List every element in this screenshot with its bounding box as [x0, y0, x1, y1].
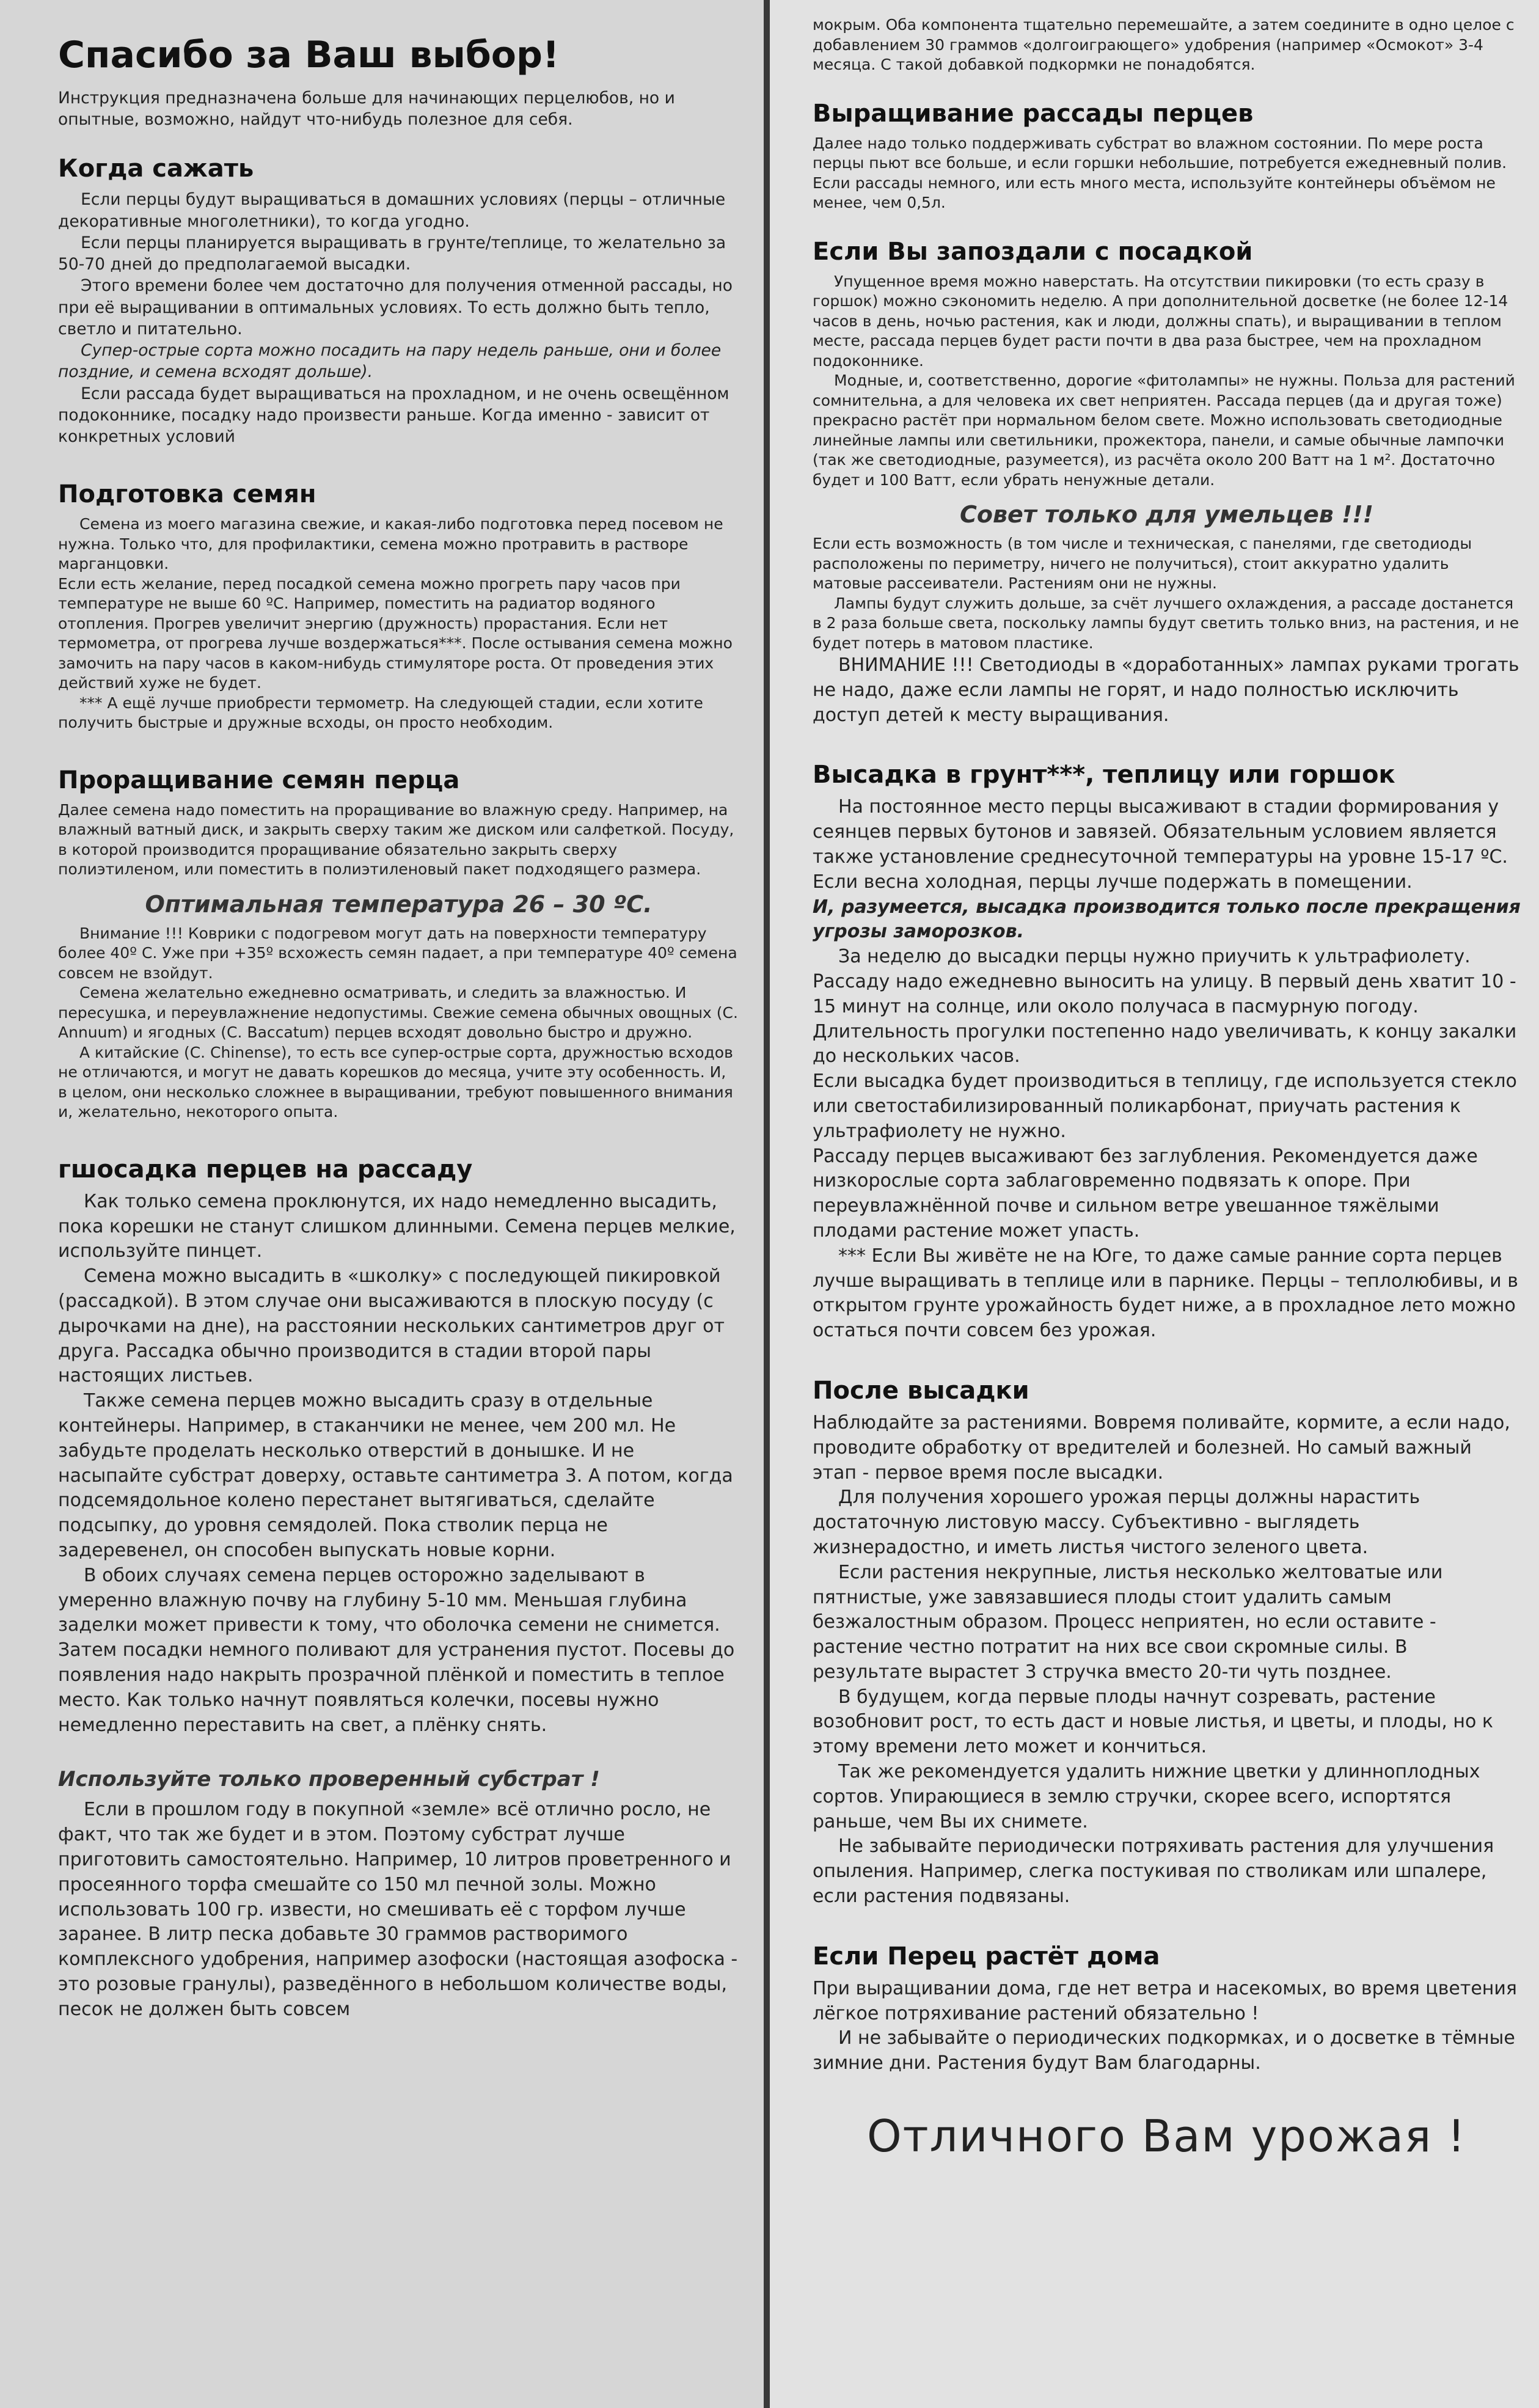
paragraph: Этого времени более чем достаточно для получения отменной рассады, но при её выращивании в оптимальных условиях. То есть должно быть тепло, светло и питательно.	[58, 276, 733, 339]
paragraph: *** Если Вы живёте не на Юге, то даже самые ранние сорта перцев лучше выращивать в теплице или в парнике. Перцы – теплолюбивы, и в открытом грунте урожайность будет ниже, а в прохладное лето можно остаться почти совсем без урожая.	[813, 1245, 1518, 1342]
paragraph: Лампы будут служить дольше, за счёт лучшего охлаждения, а рассаде достанется в 2 раза больше света, поскольку лампы будут светить только вниз, на растения, и не будет потерь в матовом пластике.	[813, 594, 1519, 652]
paragraph: Внимание !!! Коврики с подогревом могут дать на поверхности температуру более 40º С. Уже при +35º всхожесть семян падает, а при температуре 40º семена совсем не взойдут.	[58, 924, 737, 982]
paragraph: Семена из моего магазина свежие, и какая-либо подготовка перед посевом не нужна. Только что, для профилактики, семена можно протравить в растворе марганцовки.	[58, 515, 723, 573]
section-title-seed-prep: Подготовка семян	[58, 480, 316, 509]
paragraph: На постоянное место перцы высаживают в стадии формирования у сеянцев первых бутонов и завязей. Обязательным условием является также установление среднесуточной температуры на уровне 15-17 ºС. Если весна холодная, перцы лучше подержать в помещении.	[813, 796, 1508, 893]
section-title-after-planting: После высадки	[813, 1376, 1029, 1405]
paragraph: Семена можно высадить в «школку» с последующей пикировкой (рассадкой). В этом случае они высаживаются в плоскую посуду (с дырочками на дне), на расстоянии нескольких сантиметров друг от друга. Рассадка обычно производится в стадии второй пары настоящих листьев.	[58, 1265, 725, 1387]
paragraph: мокрым. Оба компонента тщательно перемешайте, а затем соедините в одно целое с добавлением 30 граммов «долгоиграющего» удобрения (например «Осмокот» 3-4 месяца. С такой добавкой подкормки не понадобятся.	[813, 16, 1515, 73]
section-title-late: Если Вы запоздали с посадкой	[813, 237, 1253, 266]
left-sheet	[0, 0, 764, 2408]
paragraph: Также семена перцев можно высадить сразу в отдельные контейнеры. Например, в стаканчики не менее, чем 200 мл. Не забудьте проделать несколько отверстий в донышке. И не насыпайте субстрат доверху, оставьте сантиметра 3. А потом, когда подсемядольное колено перестанет вытягиваться, сделайте подсыпку, до уровня семядолей. Пока стволик перца не задеревенел, он способен выпускать новые корни.	[58, 1390, 733, 1561]
optimal-temperature: Оптимальная температура 26 – 30 ºС.	[145, 890, 653, 918]
paragraph: Если рассада будет выращиваться на прохладном, и не очень освещённом подоконнике, посадку надо произвести раньше. Когда именно - зависит от конкретных условий	[58, 384, 729, 447]
paragraph: Далее семена надо поместить на проращивание во влажную среду. Например, на влажный ватный диск, и закрыть сверху таким же диском или салфеткой. Посуду, в которой производится проращивание обязательно закрыть сверху полиэтиленом, или поместить в полиэтиленовый пакет подходящего размера.	[58, 800, 734, 879]
paragraph: Если растения некрупные, листья несколько желтоватые или пятнистые, уже завязавшиеся плоды стоит удалить самым безжалостным образом. Процесс неприятен, но если оставите - растение честно потратит на них все свои скромные силы. В результате вырастет 3 стручка вместо 20-ти чуть позднее.	[813, 1561, 1443, 1683]
paragraph: При выращивании дома, где нет ветра и насекомых, во время цветения лёгкое потряхивание растений обязательно !	[813, 1977, 1517, 2024]
paragraph: *** А ещё лучше приобрести термометр. На следующей стадии, если хотите получить быстрые и дружные всходы, он просто необходим.	[58, 693, 703, 732]
right-sheet	[770, 0, 1539, 2408]
paragraph-emphasis: И, разумеется, высадка производится только после прекращения угрозы заморозков.	[813, 896, 1521, 943]
section-title-growing: Выращивание рассады перцев	[813, 99, 1254, 128]
paragraph: Супер-острые сорта можно посадить на пару недель раньше, они и более поздние, и семена всходят дольше).	[58, 341, 722, 382]
section-title-seedling-planting: гшосадка перцев на рассаду	[58, 1155, 473, 1184]
intro-text: Инструкция предназначена больше для начинающих перцелюбов, но и опытные, возможно, найдут что-нибудь полезное для себя.	[58, 89, 675, 130]
paragraph: Упущенное время можно наверстать. На отсутствии пикировки (то есть сразу в горшок) можно сэкономить неделю. А при дополнительной досветке (не более 12-14 часов в день, ночью растения, как и люди, должны спать), и выращивании в теплом месте, рассада перцев будет расти почти в два раза быстрее, чем на прохладном подоконнике.	[813, 272, 1508, 370]
paragraph: Если в прошлом году в покупной «земле» всё отлично росло, не факт, что так же будет и в этом. Поэтому субстрат лучше приготовить самостоятельно. Например, 10 литров проветренного и просеянного торфа смешайте со 150 мл печной золы. Можно использовать 100 гр. извести, но смешивать её с торфом лучше заранее. В литр песка добавьте 30 граммов растворимого комплексного удобрения, например азофоски (настоящая азофоска - это розовые гранулы), разведённого в небольшом количестве воды, песок не должен быть совсем	[58, 1799, 738, 2020]
paragraph: Далее надо только поддерживать субстрат во влажном состоянии. По мере роста перцы пьют все больше, и если горшки небольшие, потребуется ежедневный полив. Если рассады немного, или есть много места, используйте контейнеры объёмом не менее, чем 0,5л.	[813, 134, 1507, 211]
paragraph: Как только семена проклюнутся, их надо немедленно высадить, пока корешки не станут слишком длинными. Семена перцев мелкие, используйте пинцет.	[58, 1190, 736, 1262]
warning-paragraph: ВНИМАНИЕ !!! Светодиоды в «доработанных» лампах руками трогать не надо, даже если лампы не горят, и надо полностью исключить доступ детей к месту выращивания.	[813, 654, 1519, 726]
paragraph: За неделю до высадки перцы нужно приучить к ультрафиолету. Рассаду надо ежедневно выносить на улицу. В первый день хватит 10 - 15 минут на солнце, или около получаса в пасмурную погоду. Длительность прогулки постепенно надо увеличивать, к концу закалки до нескольких часов.	[813, 946, 1517, 1067]
paragraph: Если есть желание, перед посадкой семена можно прогреть пару часов при температуре не выше 60 ºС. Например, поместить на радиатор водяного отопления. Прогрев увеличит энергию (дружность) прорастания. Если нет термометра, от прогрева лучше воздержаться***. После остывания семена можно замочить на пару часов в каком-нибудь стимуляторе роста. От проведения этих действий хуже не будет.	[58, 574, 733, 692]
paragraph: Рассаду перцев высаживают без заглубления. Рекомендуется даже низкорослые сорта заблаговременно подвязать к опоре. При переувлажнённой почве и сильном ветре увешанное тяжёлыми плодами растение может упасть.	[813, 1145, 1478, 1242]
paragraph: И не забывайте о периодических подкормках, и о досветке в тёмные зимние дни. Растения будут Вам благодарны.	[813, 2027, 1515, 2074]
paragraph: Если высадка будет производиться в теплицу, где используется стекло или светостабилизированный поликарбонат, приучать растения к ультрафиолету не нужно.	[813, 1070, 1517, 1142]
section-title-substrate: Используйте только проверенный субстрат !	[58, 1767, 600, 1792]
closing-line: Отличного Вам урожая !	[867, 2110, 1466, 2162]
section-title-germination: Проращивание семян перца	[58, 766, 460, 794]
paragraph: А китайские (C. Chinense), то есть все супер-острые сорта, дружностью всходов не отличаются, и могут не давать корешков до месяца, учите эту особенность. И, в целом, они несколько сложнее в выращивании, требуют повышенного внимания и, желательно, некоторого опыта.	[58, 1043, 733, 1121]
paragraph: Если есть возможность (в том числе и техническая, с панелями, где светодиоды расположены по периметру, ничего не получиться), стоит аккуратно удалить матовые рассеиватели. Растениям они не нужны.	[813, 535, 1472, 592]
paragraph: Семена желательно ежедневно осматривать, и следить за влажностью. И пересушка, и переувлажнение недопустимы. Свежие семена обычных овощных (C. Annuum) и ягодных (C. Baccatum) перцев всходят довольно быстро и дружно.	[58, 984, 738, 1042]
section-title-home: Если Перец растёт дома	[813, 1942, 1160, 1971]
section-title-tip: Совет только для умельцев !!!	[959, 501, 1373, 528]
paragraph: Наблюдайте за растениями. Вовремя поливайте, кормите, а если надо, проводите обработку от вредителей и болезней. Но самый важный этап - первое время после высадки.	[813, 1411, 1510, 1484]
section-title-transplant: Высадка в грунт***, теплицу или горшок	[813, 761, 1395, 789]
paragraph: Модные, и, соответственно, дорогие «фитолампы» не нужны. Польза для растений сомнительна, а для человека их свет неприятен. Рассада перцев (да и другая тоже) прекрасно растёт при нормальном белом свете. Можно использовать светодиодные линейные лампы или светильники, прожектора, панели, и самые обычные лампочки (так же светодиодные, разумеется), из расчёта около 200 Ватт на 1 м². Достаточно будет и 100 Ватт, если убрать ненужные детали.	[813, 371, 1515, 489]
paragraph: Не забывайте периодически потряхивать растения для улучшения опыления. Например, слегка постукивая по стволикам или шпалере, если растения подвязаны.	[813, 1835, 1494, 1908]
paragraph: Если перцы будут выращиваться в домашних условиях (перцы – отличные декоративные многолетники), то когда угодно.	[58, 190, 726, 231]
section-title-when: Когда сажать	[58, 155, 254, 183]
paragraph: Если перцы планируется выращивать в грунте/теплице, то желательно за 50-70 дней до предполагаемой высадки.	[58, 233, 726, 274]
paragraph: В будущем, когда первые плоды начнут созревать, растение возобновит рост, то есть даст и новые листья, и цветы, и плоды, но к этому времени лето может и кончиться.	[813, 1686, 1494, 1758]
page-title: Спасибо за Ваш выбор!	[58, 34, 560, 76]
paragraph: В обоих случаях семена перцев осторожно заделывают в умеренно влажную почву на глубину 5-10 мм. Меньшая глубина заделки может привести к тому, что оболочка семени не снимется. Затем посадки немного поливают для устранения пустот. Посевы до появления надо накрыть прозрачной плёнкой и поместить в теплое место. Как только начнут появляться колечки, посевы нужно немедленно переставить на свет, а плёнку снять.	[58, 1564, 735, 1736]
paragraph: Для получения хорошего урожая перцы должны нарастить достаточную листовую массу. Субъективно - выглядеть жизнерадостно, и иметь листья чистого зеленого цвета.	[813, 1487, 1420, 1558]
paragraph: Так же рекомендуется удалить нижние цветки у длинноплодных сортов. Упирающиеся в землю стручки, скорее всего, испортятся раньше, чем Вы их снимете.	[813, 1761, 1480, 1832]
